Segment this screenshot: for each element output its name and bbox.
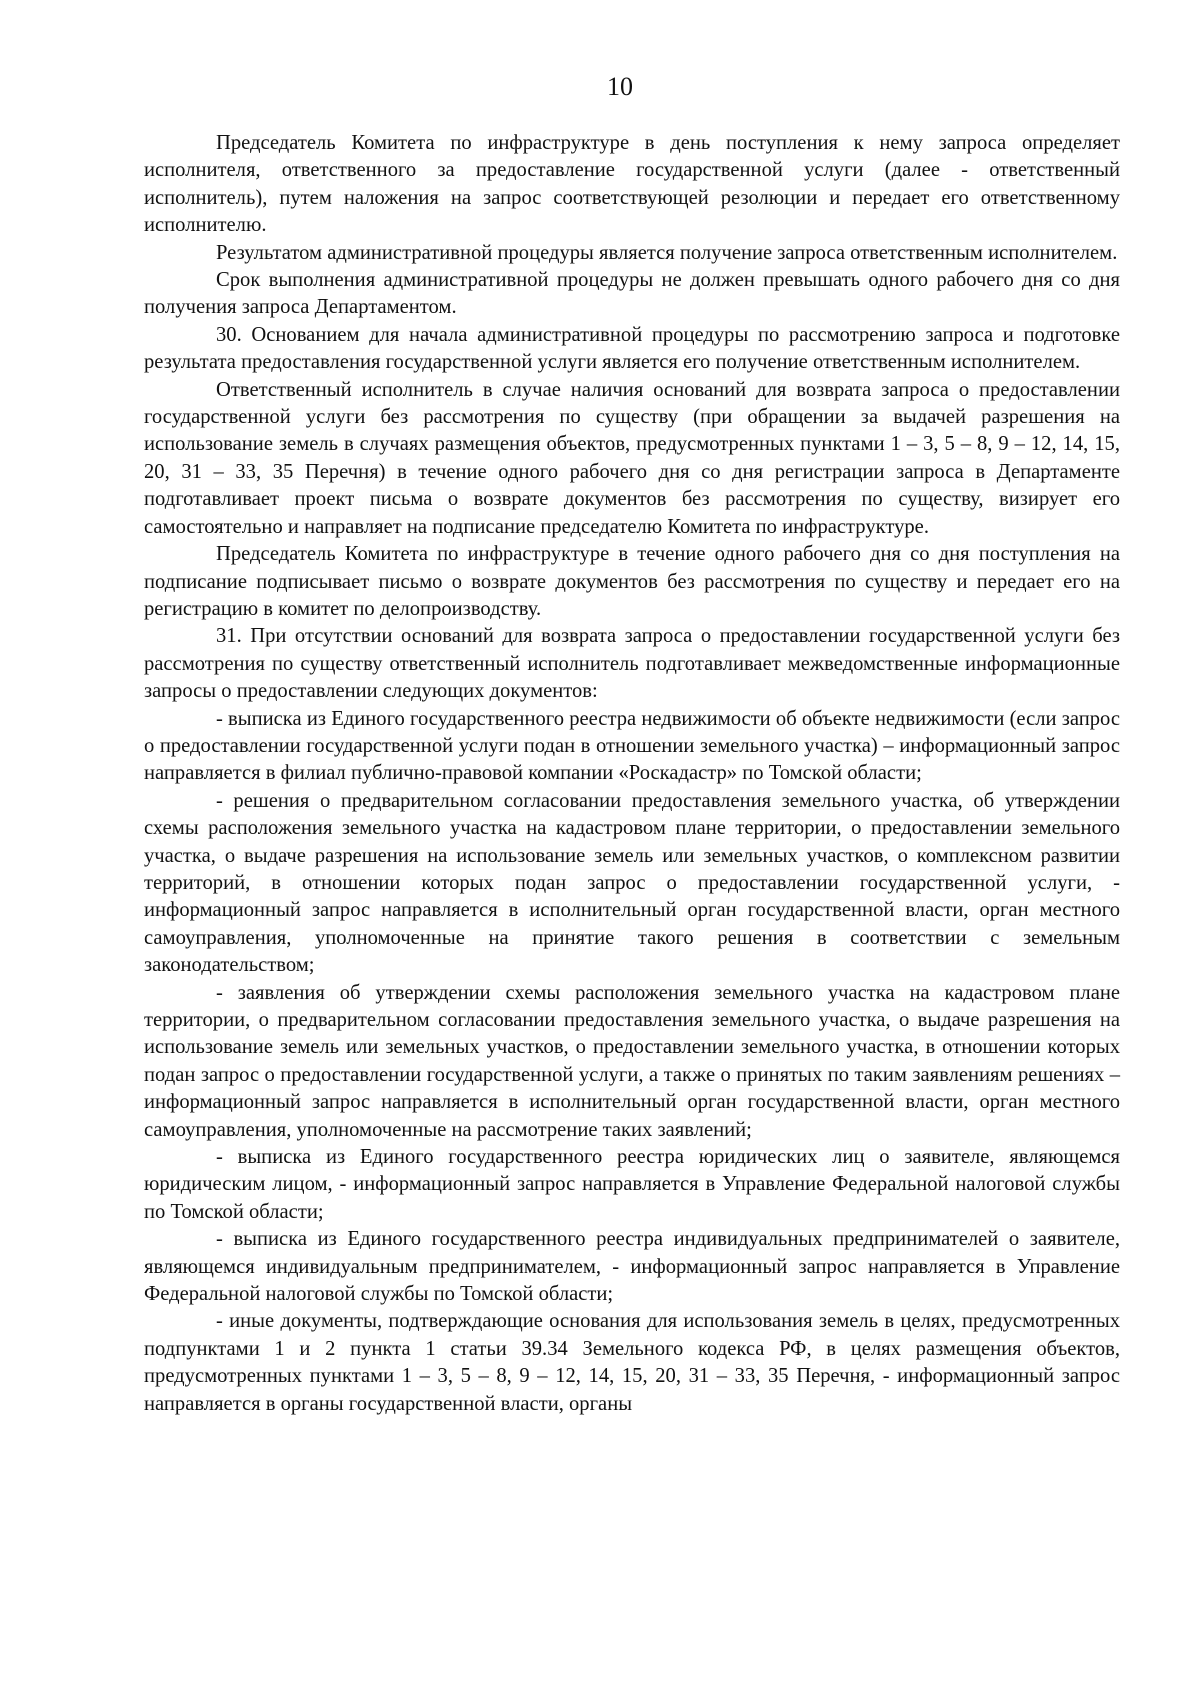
paragraph-chairman-signs-letter: Председатель Комитета по инфраструктуре в течение одного рабочего дня со дня поступления на подписание подписывает письмо о возврате документов без рассмотрения по существу и передает его на регистрацию в комитет по делопроизводству. [144, 543, 1120, 620]
paragraph-clause-31: 31. При отсутствии оснований для возврата запроса о предоставлении государственной услуги без рассмотрения по существу ответственный исполнитель подготавливает межведомственные информационные запросы о предоставлении следующих документов: [144, 625, 1120, 703]
list-item-legal-entities-extract: - выписка из Единого государственного реестра юридических лиц о заявителе, являющемся юридическим лицом, - информационный запрос направляется в Управление Федеральной налоговой службы по Томской области; [144, 1146, 1120, 1223]
list-item-preliminary-approval-decisions: - решения о предварительном согласовании предоставления земельного участка, об утверждении схемы расположения земельного участка на кадастровом плане территории, о предоставлении земельного участка, о выдаче разрешения на использование земель или земельных участков, о комплексном развитии территорий, в отношении которых подан запрос о предоставлении государственной услуги, - информационный запрос направляется в исполнительный орган государственной власти, орган местного самоуправления, уполномоченные на принятие такого решения в соответствии с земельным законодательством; [144, 789, 1120, 977]
list-item-scheme-applications: - заявления об утверждении схемы расположения земельного участка на кадастровом плане территории, о предварительном согласовании предоставления земельного участка, о выдаче разрешения на использование земель или земельных участков, о предоставлении земельного участка, в отношении которых подан запрос о предоставлении государственной услуги, а также о принятых по таким заявлениям решениях – информационный запрос направляется в исполнительный орган государственной власти, орган местного самоуправления, уполномоченные на рассмотрение таких заявлений; [144, 981, 1120, 1141]
paragraph-procedure-deadline: Срок выполнения административной процедуры не должен превышать одного рабочего дня со дня получения запроса Департаментом. [144, 269, 1120, 319]
paragraph-return-grounds: Ответственный исполнитель в случае наличия оснований для возврата запроса о предоставлении государственной услуги без рассмотрения по существу (при обращении за выдачей разрешения на использование земель в случаях размещения объектов, предусмотренных пунктами 1 – 3, 5 – 8, 9 – 12, 14, 15, 20, 31 – 33, 35 Перечня) в течение одного рабочего дня со дня регистрации запроса в Департаменте подготавливает проект письма о возврате документов без рассмотрения по существу, визирует его самостоятельно и направляет на подписание председателю Комитета по инфраструктуре. [144, 378, 1120, 538]
list-item-other-documents: - иные документы, подтверждающие основания для использования земель в целях, предусмотренных подпунктами 1 и 2 пункта 1 статьи 39.34 Земельного кодекса РФ, в целях размещения объектов, предусмотренных пунктами 1 – 3, 5 – 8, 9 – 12, 14, 15, 20, 31 – 33, 35 Перечня, - информационный запрос направляется в органы государственной власти, органы [144, 1310, 1120, 1415]
paragraph-procedure-result: Результатом административной процедуры является получение запроса ответственным исполнителем. [216, 241, 1118, 264]
list-item-real-estate-extract: - выписка из Единого государственного реестра недвижимости об объекте недвижимости (если запрос о предоставлении государственной услуги подан в отношении земельного участка) – информационный запрос направляется в филиал публично-правовой компании «Роскадастр» по Томской области; [144, 707, 1120, 785]
paragraph-clause-30: 30. Основанием для начала административной процедуры по рассмотрению запроса и подготовке результата предоставления государственной услуги является его получение ответственным исполнителем. [144, 323, 1120, 374]
list-item-entrepreneurs-extract: - выписка из Единого государственного реестра индивидуальных предпринимателей о заявителе, являющемся индивидуальным предпринимателем, - информационный запрос направляется в Управление Федеральной налоговой службы по Томской области; [144, 1228, 1120, 1306]
paragraph-chairman-assigns-executor: Председатель Комитета по инфраструктуре в день поступления к нему запроса определяет исполнителя, ответственного за предоставление государственной услуги (далее - ответственный исполнитель), путем наложения на запрос соответствующей резолюции и передает его ответственному исполнителю. [144, 132, 1120, 237]
page-number: 10 [607, 72, 633, 101]
document-body [144, 130, 1120, 1418]
